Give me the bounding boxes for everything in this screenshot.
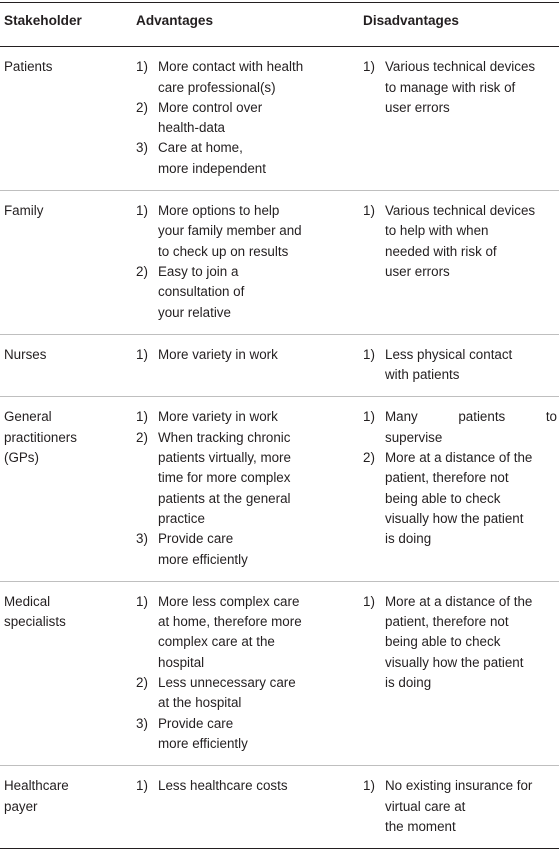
item-text-line: to check up on results [158,243,289,259]
item-number: 2) [136,99,148,115]
item-text-line: your family member and [158,223,302,239]
item-text-line: More control over [158,99,263,115]
item-number: 1) [136,593,148,609]
advantage-item [136,138,361,179]
stakeholder-cell [0,47,136,191]
advantage-item [136,345,361,365]
disadvantages-list [363,57,557,118]
stakeholder-name-line: General [4,409,52,425]
disadvantages-cell [363,397,559,581]
disadvantage-item [363,776,557,837]
column-header-advantages: Advantages [136,3,363,47]
item-text-line: Care at home, [158,140,243,156]
advantages-list [136,345,361,365]
item-text-line: at home, therefore more [158,614,302,630]
item-number: 3) [136,531,148,547]
column-header-disadvantages: Disadvantages [363,3,559,47]
stakeholder-name-line: Family [4,203,44,219]
item-text-line: your relative [158,304,231,320]
item-text-line: More less complex care [158,593,300,609]
item-number: 1) [363,593,375,609]
item-text-line: with patients [385,367,460,383]
advantage-item [136,262,361,323]
stakeholder-table [0,2,559,849]
disadvantages-list [363,592,557,693]
disadvantages-list [363,201,557,282]
stakeholder-name-line: specialists [4,614,66,630]
item-text-line: time for more complex [158,470,291,486]
item-number: 1) [136,59,148,75]
item-text-line: patient, therefore not [385,614,509,630]
item-text-line: virtual care at [385,798,466,814]
item-number: 2) [136,429,148,445]
item-text-line: visually how the patient [385,510,524,526]
item-text-line: more independent [158,160,266,176]
item-number: 2) [136,263,148,279]
stakeholder-cell [0,334,136,397]
disadvantage-item [363,592,557,693]
disadvantages-cell [363,766,559,849]
item-text-line: more efficiently [158,551,248,567]
advantages-cell [136,766,363,849]
item-text-line: Less physical contact [385,346,513,362]
item-text-line: patients virtually, more [158,450,291,466]
item-text-line: being able to check [385,490,501,506]
advantages-list [136,57,361,179]
item-text-line: No existing insurance for [385,778,533,794]
advantages-cell [136,47,363,191]
advantages-list [136,201,361,323]
advantage-item [136,673,361,714]
disadvantage-item [363,57,557,118]
item-text-line: visually how the patient [385,654,524,670]
item-text-line: supervise [385,429,443,445]
stakeholder-name-line: (GPs) [4,450,39,466]
advantage-item [136,57,361,98]
advantage-item [136,776,361,796]
item-text-line: patient, therefore not [385,470,509,486]
advantage-item [136,407,361,427]
item-text-line: Many patients to [385,409,557,425]
stakeholder-cell [0,766,136,849]
advantage-item [136,98,361,139]
advantages-list [136,776,361,796]
item-text-line: is doing [385,531,432,547]
advantage-item [136,529,361,570]
item-number: 1) [363,409,375,425]
item-number: 1) [136,778,148,794]
advantage-item [136,714,361,755]
table-row [0,191,559,335]
item-number: 3) [136,715,148,731]
header-row [0,3,559,47]
table-row [0,581,559,765]
item-text-line: to manage with risk of [385,79,516,95]
advantage-item [136,428,361,529]
stakeholder-name-line: payer [4,798,38,814]
item-text-line: at the hospital [158,695,242,711]
stakeholder-name-line: Medical [4,593,51,609]
item-text-line: More at a distance of the [385,450,533,466]
item-text-line: When tracking chronic [158,429,291,445]
item-number: 1) [363,59,375,75]
table-body [0,47,559,849]
disadvantages-cell [363,581,559,765]
table-row [0,766,559,849]
item-text-line: More contact with health [158,59,304,75]
item-number: 1) [136,346,148,362]
item-number: 1) [363,203,375,219]
item-text-line: user errors [385,263,450,279]
disadvantages-list [363,345,557,386]
advantages-list [136,407,361,569]
item-text-line: complex care at the [158,634,275,650]
table-row [0,334,559,397]
item-text-line: More variety in work [158,346,278,362]
item-number: 1) [363,346,375,362]
disadvantage-item [363,448,557,549]
disadvantages-list [363,407,557,549]
item-text-line: Provide care [158,531,234,547]
item-text-line: care professional(s) [158,79,276,95]
item-number: 1) [136,203,148,219]
item-text-line: hospital [158,654,205,670]
advantages-cell [136,581,363,765]
item-text-line: More at a distance of the [385,593,533,609]
stakeholder-name-line: Nurses [4,346,47,362]
item-text-line: the moment [385,818,456,834]
column-header-stakeholder: Stakeholder [0,3,136,47]
stakeholder-cell [0,191,136,335]
item-text-line: practice [158,510,205,526]
stakeholder-name-line: Healthcare [4,778,69,794]
disadvantages-cell [363,47,559,191]
item-text-line: user errors [385,99,450,115]
item-text-line: Less healthcare costs [158,778,288,794]
disadvantages-cell [363,191,559,335]
stakeholder-cell [0,581,136,765]
advantage-item [136,201,361,262]
advantages-list [136,592,361,754]
item-number: 3) [136,140,148,156]
item-number: 1) [363,778,375,794]
item-text-line: Various technical devices [385,203,536,219]
item-text-line: More options to help [158,203,280,219]
stakeholder-name-line: Patients [4,59,53,75]
item-text-line: being able to check [385,634,501,650]
item-text-line: is doing [385,675,432,691]
disadvantages-cell [363,334,559,397]
advantages-cell [136,334,363,397]
disadvantage-item [363,407,557,448]
item-text-line: More variety in work [158,409,278,425]
item-text-line: more efficiently [158,735,248,751]
item-text-line: Easy to join a [158,263,239,279]
table-row [0,47,559,191]
item-text-line: consultation of [158,284,245,300]
advantages-cell [136,191,363,335]
item-text-line: patients at the general [158,490,291,506]
item-text-line: to help with when [385,223,489,239]
item-text-line: needed with risk of [385,243,497,259]
advantages-cell [136,397,363,581]
item-text-line: Less unnecessary care [158,675,296,691]
stakeholder-cell [0,397,136,581]
item-number: 1) [136,409,148,425]
item-text-line: health-data [158,120,226,136]
table-row [0,397,559,581]
item-number: 2) [136,675,148,691]
disadvantage-item [363,201,557,282]
table-header [0,3,559,47]
disadvantages-list [363,776,557,837]
item-text-line: Various technical devices [385,59,536,75]
item-text-line: Provide care [158,715,234,731]
stakeholder-name-line: practitioners [4,429,77,445]
item-number: 2) [363,450,375,466]
advantage-item [136,592,361,673]
disadvantage-item [363,345,557,386]
